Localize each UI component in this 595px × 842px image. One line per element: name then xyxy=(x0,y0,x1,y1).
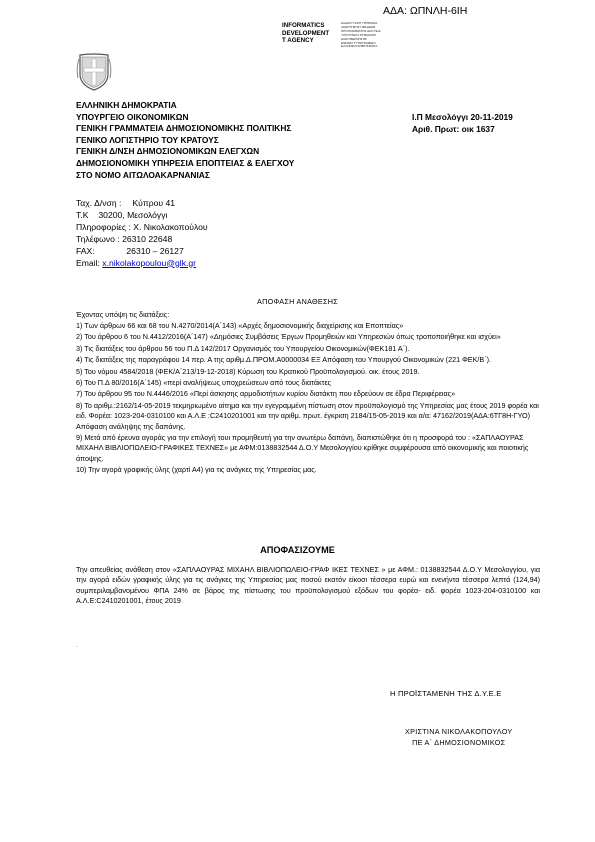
list-item: 7) Του άρθρου 95 του Ν.4446/2016 «Περί άσκησης αρμοδιοτήτων κυρίου διατάκτη που εδρεύουν σε έδρα Περιφέρειας» xyxy=(76,389,456,399)
stamp-line: ΔΙΑΔΙΚΤΥΑΚΗ ΥΠΗΡΕΣΙΑ xyxy=(341,22,378,25)
informatics-greek-stamp xyxy=(341,22,401,49)
list-item: 8) Το αριθμ.:2162/14-05-2019 τεκμηριωμένο αίτημα και την εγεγραμμένη πίστωση στον προϋπολογισμό της Υπηρεσίας μας έτους 2019 φορέα και ειδ. Φορέα: 1023-204-0310100 και Α.Λ.Ε :C2410201001 και την αριθμ. πρωτ. έγκριση 2184/15-05-2019 και α/α: 47162/2019(ΑΔΑ:6ΤΓ8Η-ΓΥΟ) Απόφαση ανάληψης της δαπάνης. xyxy=(76,400,539,431)
list-item: 4) Τις διατάξεις της παραγράφου 14 περ. Α της αριθμ.Δ.ΠΡΟΜ.Α0000034 ΕΞ Απόφαση του Υπουργού Οικονομικών (221 ΦΕΚ/Β΄). xyxy=(76,355,491,365)
stamp-line: ΥΠΟΥΡΓΕΙΟ ΨΗΦΙΑΚΗΣ xyxy=(341,33,377,37)
stamp-line: ΠΡΟΓΡΑΜΜΑΤΟΣ ΔΙΑΥΓΕΙΑ xyxy=(341,29,381,33)
contact-postal xyxy=(76,210,208,222)
stamp-line: ΔΙΑΚΥΒΕΡΝΗΣΗΣ xyxy=(341,37,367,41)
contact-info xyxy=(76,222,208,234)
header-line: ΓΕΝΙΚΟ ΛΟΓΙΣΤΗΡΙΟ ΤΟΥ ΚΡΑΤΟΥΣ xyxy=(76,134,219,145)
contact-email xyxy=(76,258,208,270)
header-line: ΕΛΛΗΝΙΚΗ ΔΗΜΟΚΡΑΤΙΑ xyxy=(76,100,177,110)
fax-label: FAX: xyxy=(76,245,95,256)
signer-role: Η ΠΡΟΪΣΤΑΜΕΝΗ ΤΗΣ Δ.Υ.Ε.Ε xyxy=(390,689,502,698)
considerations-list xyxy=(76,321,544,477)
list-item: 9) Μετά από έρευνα αγοράς για την επιλογή τουι προμηθευτή για την ανωτέρω δαπάνη, διαπιστώθηκε ότι η προσφορά του : «ΣΑΠΛΑΟΥΡΑΣ ΜΙΧΑΗΛ ΒΙΒΛΙΟΠΩΛΕΙΟ-ΓΡΑΦΙΚΕΣ ΤΕΧΝΕΣ» με ΑΦΜ:0138832544 Δ.Ο.Υ Μεσολογγίου κρίθηκε συμφέρουσα από οικονομικής και ποιοτικής άποψης. xyxy=(76,433,529,463)
list-item: 1) Των άρθρων 66 και 68 του Ν.4270/2014(Α΄143) «Αρχές δημοσιονομικής διαχείρισης και Εποπτείας» xyxy=(76,321,404,330)
header-line: ΔΗΜΟΣΙΟΝΟΜΙΚΗ ΥΠΗΡΕΣΙΑ ΕΠΟΠΤΕΙΑΣ & ΕΛΕΓΧΟΥ xyxy=(76,157,295,168)
list-item: 5) Του νόμου 4584/2018 (ΦΕΚ/Α΄213/19-12-2018) Κύρωση του Κρατικού Προϋπολογισμού. οικ. έτους 2019. xyxy=(76,366,420,376)
address-label: Ταχ. Δ/νση : xyxy=(76,198,122,208)
contact-address xyxy=(76,198,208,210)
info-value: Χ. Νικολακοπούλου xyxy=(133,221,208,232)
stamp-line: ΑΝΑΡΤΗΣΗΣ ΠΡΑΞΕΩΝ xyxy=(341,25,376,29)
informatics-line: DEVELOPMENT xyxy=(282,29,330,37)
contact-phone xyxy=(76,234,208,246)
postal-value: 30200, Μεσολόγγι xyxy=(98,209,168,220)
decide-heading: ΑΠΟΦΑΣΙΖΟΥΜΕ xyxy=(260,545,335,555)
list-item: 10) Την αγορά γραφικής ύλης (χαρτί Α4) για τις ανάγκες της Υπηρεσίας μας. xyxy=(76,465,317,475)
email-label: Email: xyxy=(76,257,100,268)
fax-value: 26310 – 26127 xyxy=(126,245,184,256)
header-line: ΥΠΟΥΡΓΕΙΟ ΟΙΚΟΝΟΜΙΚΩΝ xyxy=(76,111,189,122)
place-date-block xyxy=(412,112,513,135)
list-item: 2) Του άρθρου 6 του Ν.4412/2016(Α΄147) «Δημόσιες Συμβάσεις Έργων Προμηθειών και Υπηρεσιών όπως τροποποιήθηκε και ισχύει» xyxy=(76,332,501,342)
informatics-line: T AGENCY xyxy=(282,37,314,45)
informatics-agency-stamp xyxy=(282,22,348,45)
stamp-line: ΕΘΝΙΚΟ ΤΥΠΟΓΡΑΦΕΙΟ xyxy=(341,41,376,45)
considering-intro: Έχοντας υπόψη τις διατάξεις: xyxy=(76,310,170,319)
footnote-mark: . xyxy=(76,643,78,649)
phone-label: Τηλέφωνο : xyxy=(76,233,120,244)
signer-block xyxy=(405,727,513,749)
list-item: 3) Τις διατάξεις του άρθρου 56 του Π.Δ 142/2017 Οργανισμός του Υπουργείου Οικονομικών(ΦΕΚ181 Α΄). xyxy=(76,343,410,353)
email-link[interactable]: x.nikolakopoulou@glk.gr xyxy=(102,257,197,268)
list-item: 6) Του Π.Δ 80/2016(Α΄145) «περί αναλήψεως υποχρεώσεων από τους διατάκτες xyxy=(76,378,332,388)
informatics-line: INFORMATICS xyxy=(282,22,325,29)
info-label: Πληροφορίες : xyxy=(76,221,131,232)
decision-paragraph: Την απευθείας ανάθεση στον «ΣΑΠΛΑΟΥΡΑΣ ΜΙΧΑΗΛ ΒΙΒΛΙΟΠΩΛΕΙΟ-ΓΡΑΦ ΙΚΕΣ ΤΕΧΝΕΣ » με ΑΦΜ.: 0138832544 Δ.Ο.Υ Μεσολογγίου, για την αγορά ειδών γραφικής ύλης για τις ανάγκες της Υπηρεσίας μας ποσού εκατόν είκοσι τέσσερα ευρώ και ενενήντα τέσσερα λεπτά (124,94) συμπεριλαμβανομένου ΦΠΑ 24% σε βάρος της πίστωσης του προϋπολογισμού εξόδων του φορέα- ειδ. φορέα 1023-204-0310100 και Α.Λ.Ε:C2410201001, έτους 2019 xyxy=(76,565,540,606)
contact-fax xyxy=(76,246,208,258)
greek-coat-of-arms-icon xyxy=(76,52,112,92)
signer-title: ΠΕ Α΄ ΔΗΜΟΣΙΟΝΟΜΙΚΟΣ xyxy=(412,737,506,747)
ministry-header xyxy=(76,100,294,181)
header-line: ΣΤΟ ΝΟΜΟ ΑΙΤΩΛΟΑΚΑΡΝΑΝΙΑΣ xyxy=(76,169,210,180)
ada-code: ΑΔΑ: ΩΠΝΛΗ-6ΙΗ xyxy=(383,5,468,17)
header-line: ΓΕΝΙΚΗ Δ/ΝΣΗ ΔΗΜΟΣΙΟΝΟΜΙΚΩΝ ΕΛΕΓΧΩΝ xyxy=(76,146,260,157)
postal-label: Τ.Κ xyxy=(76,209,89,220)
stamp-line: ΕΛΛΗΝΙΚΗ ΔΗΜΟΚΡΑΤΙΑ xyxy=(341,45,378,49)
signer-name: ΧΡΙΣΤΙΝΑ ΝΙΚΟΛΑΚΟΠΟΥΛΟΥ xyxy=(405,727,513,736)
place-date: Ι.Π Μεσολόγγι 20-11-2019 xyxy=(412,112,513,122)
contact-block xyxy=(76,198,208,269)
decision-title: ΑΠΟΦΑΣΗ ΑΝΑΘΕΣΗΣ xyxy=(256,297,339,306)
address-value: Κύπρου 41 xyxy=(132,198,176,208)
phone-value: 26310 22648 xyxy=(122,233,173,244)
protocol-number: Αριθ. Πρωτ: οικ 1637 xyxy=(412,123,495,134)
header-line: ΓΕΝΙΚΗ ΓΡΑΜΜΑΤΕΙΑ ΔΗΜΟΣΙΟΝΟΜΙΚΗΣ ΠΟΛΙΤΙΚΗΣ xyxy=(76,123,292,134)
